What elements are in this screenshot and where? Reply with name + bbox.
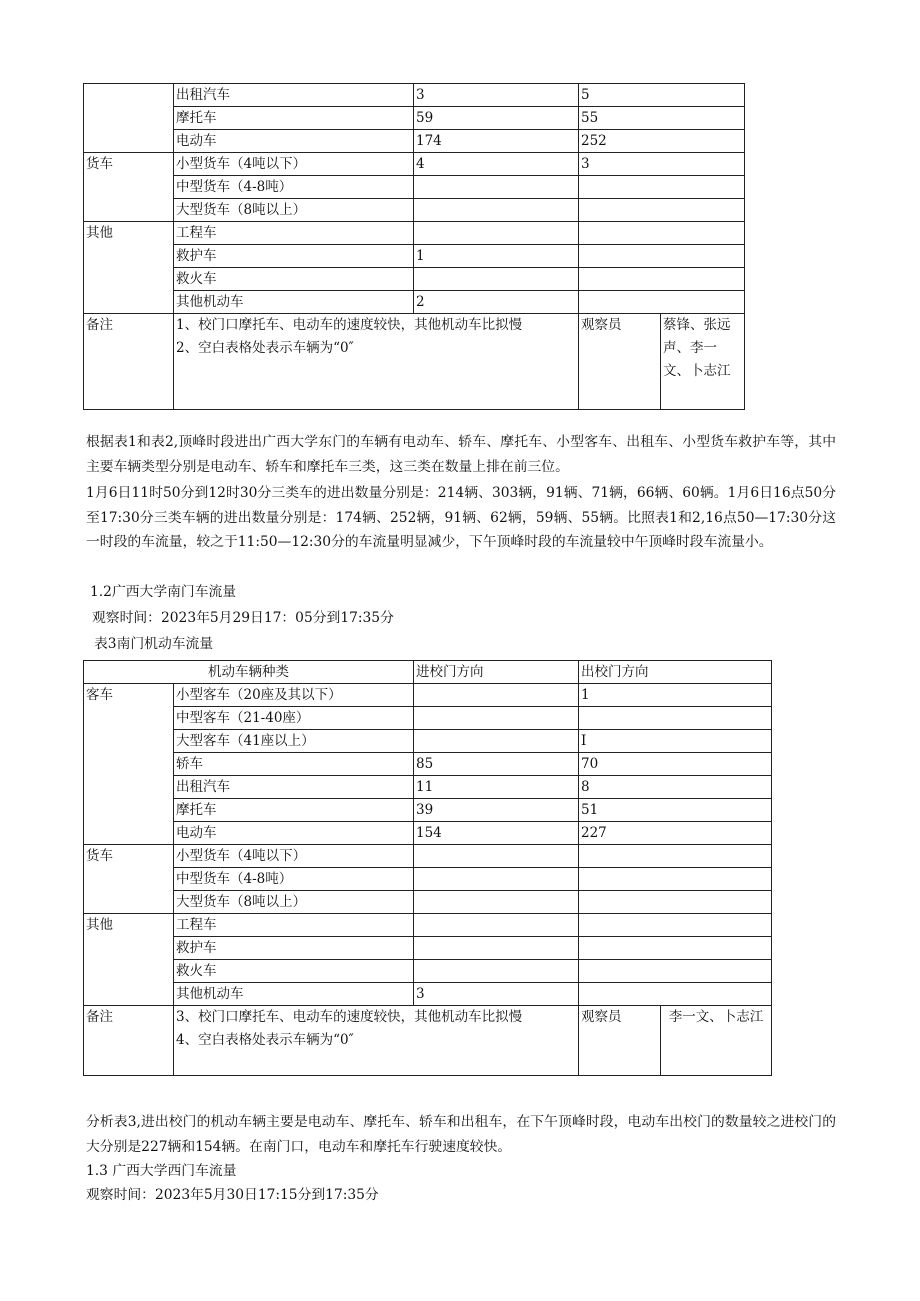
out-count: 8: [579, 776, 772, 799]
vehicle-name: 中型货车（4-8吨）: [174, 868, 414, 891]
out-count: [579, 845, 772, 868]
out-count: 51: [579, 799, 772, 822]
paragraph-analysis-2: 1月6日11时50分到12时30分三类车的进出数量分别是：214辆、303辆，91辆、71辆，66辆、60辆。1月6日16点50分至17:30分三类车辆的进出数量分别是：174辆、252辆，91辆、62辆，59辆、55辆。比照表1和2,16点50—17:30分这一时段的车流量，较之于11:50—12:30分的车流量明显减少，下午顶峰时段的车流量较中午顶峰时段车流量小。: [86, 485, 836, 550]
remark-label: 备注: [84, 314, 174, 410]
out-count: [579, 245, 745, 268]
vehicle-name: 工程车: [174, 222, 414, 245]
vehicle-name: 救火车: [174, 268, 414, 291]
out-count: [579, 707, 772, 730]
observation-time-south: 观察时间：2023年5月29日17：05分到17:35分: [92, 610, 394, 626]
table-row: [84, 222, 745, 245]
section-heading-1-2: 1.2广西大学南门车流量: [90, 584, 237, 600]
vehicle-name: 大型货车（8吨以上）: [174, 891, 414, 914]
vehicle-name: 摩托车: [174, 107, 414, 130]
table-row: [84, 84, 745, 107]
out-count: [579, 868, 772, 891]
remark-row: [84, 1006, 772, 1076]
table-row: [84, 268, 745, 291]
in-count: [414, 960, 579, 983]
in-count: [414, 268, 579, 291]
category-truck: 货车: [84, 845, 174, 914]
category-other: 其他: [84, 914, 174, 1006]
table-row: [84, 707, 772, 730]
table-row: [84, 684, 772, 707]
in-count: [414, 891, 579, 914]
header-in: 进校门方向: [414, 661, 579, 684]
table-row: [84, 291, 745, 314]
table-row: [84, 153, 745, 176]
remark-label: 备注: [84, 1006, 174, 1076]
vehicle-name: 出租汽车: [174, 84, 414, 107]
table-row: [84, 937, 772, 960]
vehicle-name: 救护车: [174, 937, 414, 960]
category-cell: [84, 84, 174, 153]
in-count: [414, 684, 579, 707]
in-count: 11: [414, 776, 579, 799]
out-count: [579, 199, 745, 222]
category-bus: 客车: [84, 684, 174, 845]
vehicle-name: 其他机动车: [174, 983, 414, 1006]
vehicle-name: 中型货车（4-8吨）: [174, 176, 414, 199]
in-count: [414, 937, 579, 960]
vehicle-name: 其他机动车: [174, 291, 414, 314]
header-out: 出校门方向: [579, 661, 772, 684]
observation-time-west: 观察时间：2023年5月30日17:15分到17:35分: [86, 1187, 379, 1203]
in-count: 39: [414, 799, 579, 822]
vehicle-name: 小型货车（4吨以下）: [174, 845, 414, 868]
out-count: 5: [579, 84, 745, 107]
out-count: [579, 268, 745, 291]
out-count: [579, 291, 745, 314]
table-row: [84, 799, 772, 822]
remark-note-1: 1、校门口摩托车、电动车的速度较快，其他机动车比拟慢: [176, 317, 523, 333]
in-count: 59: [414, 107, 579, 130]
out-count: [579, 983, 772, 1006]
vehicle-name: 救护车: [174, 245, 414, 268]
observer-label: 观察员: [579, 314, 661, 410]
in-count: 2: [414, 291, 579, 314]
in-count: [414, 222, 579, 245]
category-truck: 货车: [84, 153, 174, 222]
remark-note-1: 3、校门口摩托车、电动车的速度较快，其他机动车比拟慢: [176, 1009, 523, 1025]
vehicle-name: 电动车: [174, 822, 414, 845]
table-row: [84, 960, 772, 983]
in-count: [414, 199, 579, 222]
vehicle-name: 小型客车（20座及其以下）: [174, 684, 414, 707]
out-count: I: [579, 730, 772, 753]
in-count: 3: [414, 84, 579, 107]
table-row: [84, 199, 745, 222]
observer-names: 李一文、卜志江: [661, 1006, 772, 1076]
remark-row: [84, 314, 745, 410]
out-count: [579, 222, 745, 245]
paragraph-analysis-1: 根据表1和表2,顶峰时段进出广西大学东门的车辆有电动车、轿车、摩托车、小型客车、出租车、小型货车救护车等，其中主要车辆类型分别是电动车、轿车和摩托车三类，这三类在数量上排在前三位。: [86, 434, 836, 475]
observer-label: 观察员: [579, 1006, 661, 1076]
out-count: 70: [579, 753, 772, 776]
vehicle-name: 轿车: [174, 753, 414, 776]
table-east-gate-continued: [83, 83, 745, 410]
vehicle-name: 中型客车（21-40座）: [174, 707, 414, 730]
in-count: 3: [414, 983, 579, 1006]
vehicle-name: 小型货车（4吨以下）: [174, 153, 414, 176]
table-row: [84, 822, 772, 845]
table-row: [84, 130, 745, 153]
out-count: 252: [579, 130, 745, 153]
remark-notes: [174, 1006, 579, 1076]
out-count: 227: [579, 822, 772, 845]
out-count: [579, 960, 772, 983]
table-row: [84, 891, 772, 914]
out-count: [579, 937, 772, 960]
remark-notes: [174, 314, 579, 410]
in-count: [414, 868, 579, 891]
table-row: [84, 730, 772, 753]
in-count: [414, 176, 579, 199]
table-row: [84, 845, 772, 868]
in-count: 85: [414, 753, 579, 776]
table-row: [84, 176, 745, 199]
remark-note-2: 2、空白表格处表示车辆为“0″: [176, 340, 354, 356]
table-header-row: [84, 661, 772, 684]
in-count: 4: [414, 153, 579, 176]
vehicle-name: 大型货车（8吨以上）: [174, 199, 414, 222]
out-count: [579, 914, 772, 937]
section-heading-1-3: 1.3 广西大学西门车流量: [86, 1163, 237, 1179]
vehicle-name: 电动车: [174, 130, 414, 153]
table-south-gate: [83, 660, 772, 1076]
paragraph-analysis-3: 分析表3,进出校门的机动车辆主要是电动车、摩托车、轿车和出租车，在下午顶峰时段，电动车出校门的数量较之进校门的大分别是227辆和154辆。在南门口，电动车和摩托车行驶速度较快。: [86, 1114, 836, 1155]
out-count: [579, 176, 745, 199]
vehicle-name: 工程车: [174, 914, 414, 937]
table-row: [84, 983, 772, 1006]
in-count: 1: [414, 245, 579, 268]
vehicle-name: 救火车: [174, 960, 414, 983]
header-vehicle-type: 机动车辆种类: [84, 661, 414, 684]
remark-note-2: 4、空白表格处表示车辆为“0″: [176, 1032, 354, 1048]
in-count: [414, 914, 579, 937]
vehicle-name: 摩托车: [174, 799, 414, 822]
table-row: [84, 245, 745, 268]
out-count: 55: [579, 107, 745, 130]
observer-names: 蔡锋、张远声、李一文、卜志江: [661, 314, 745, 410]
table-row: [84, 868, 772, 891]
table-row: [84, 776, 772, 799]
category-other: 其他: [84, 222, 174, 314]
in-count: [414, 707, 579, 730]
table-row: [84, 753, 772, 776]
table3-title: 表3南门机动车流量: [94, 636, 214, 652]
out-count: 3: [579, 153, 745, 176]
out-count: 1: [579, 684, 772, 707]
vehicle-name: 出租汽车: [174, 776, 414, 799]
out-count: [579, 891, 772, 914]
in-count: 154: [414, 822, 579, 845]
in-count: [414, 730, 579, 753]
vehicle-name: 大型客车（41座以上）: [174, 730, 414, 753]
in-count: 174: [414, 130, 579, 153]
table-row: [84, 914, 772, 937]
in-count: [414, 845, 579, 868]
table-row: [84, 107, 745, 130]
